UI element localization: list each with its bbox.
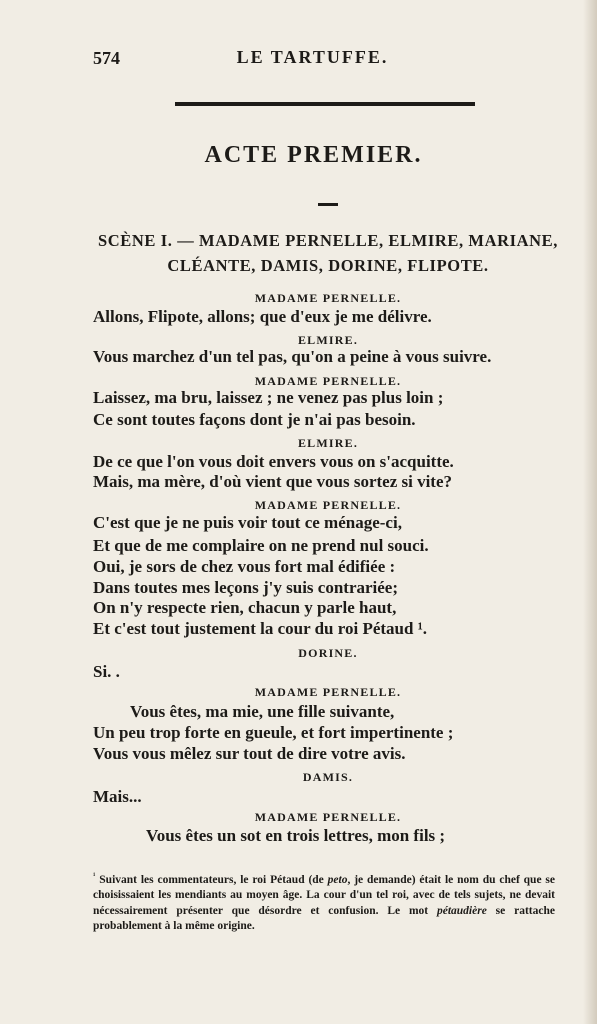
footnote-text: , je demande) était le nom du chef que se choisissaient les mendiants au moyen âge. La cour d'un tel roi, avec de tels sujets, ne devait nécessairement présenter que désordre et confusion. Le mot [93, 873, 555, 917]
verse-line: Laissez, ma bru, laissez ; ne venez pas plus loin ; [93, 388, 444, 407]
footnote-text: se rattache probablement à la même origine. [93, 904, 555, 933]
verse-line: Si. . [93, 662, 120, 681]
verse-line: Et c'est tout justement la cour du roi Pétaud ¹. [93, 619, 428, 638]
speaker-label: DAMIS. [302, 770, 354, 784]
footnote-italic: peto [327, 873, 348, 886]
verse-line: Et que de me complaire on ne prend nul souci. [93, 536, 429, 555]
scene-heading: SCÈNE I. — MADAME PERNELLE, ELMIRE, MARIANE, CLÉANTE, DAMIS, DORINE, FLIPOTE. [97, 231, 559, 275]
speaker-label: ELMIRE. [297, 436, 359, 450]
verse-line: Mais... [93, 787, 142, 806]
speaker-label: MADAME PERNELLE. [254, 374, 402, 388]
verse-line: Allons, Flipote, allons; que d'eux je me délivre. [93, 307, 432, 326]
verse-line: Mais, ma mère, d'où vient que vous sortez si vite? [93, 472, 453, 491]
verse-line: De ce que l'on vous doit envers vous on s'acquitte. [93, 452, 454, 471]
verse-line: Ce sont toutes façons dont je n'ai pas besoin. [93, 410, 416, 429]
verse-line: Vous vous mêlez sur tout de dire votre avis. [93, 744, 406, 763]
running-title: LE TARTUFFE. [236, 47, 389, 67]
speaker-label: MADAME PERNELLE. [254, 685, 402, 699]
verse-line: Dans toutes mes leçons j'y suis contrariée; [93, 578, 399, 597]
verse-line: Un peu trop forte en gueule, et fort impertinente ; [93, 723, 454, 742]
speaker-label: ELMIRE. [297, 333, 359, 347]
footnote-italic: pétaudière [436, 904, 487, 917]
speaker-label: MADAME PERNELLE. [254, 810, 402, 824]
verse-line: C'est que je ne puis voir tout ce ménage-ci, [93, 513, 402, 532]
act-title: ACTE PREMIER. [204, 142, 423, 168]
verse-line: Vous êtes, ma mie, une fille suivante, [130, 702, 395, 721]
speaker-label: MADAME PERNELLE. [254, 291, 402, 305]
act-dash [318, 203, 338, 206]
speaker-label: MADAME PERNELLE. [254, 498, 402, 512]
page-number: 574 [93, 48, 120, 68]
verse-line: On n'y respecte rien, chacun y parle haut, [93, 598, 397, 617]
speaker-label: DORINE. [298, 646, 358, 660]
verse-line: Vous êtes un sot en trois lettres, mon fils ; [146, 826, 446, 845]
footnote [93, 868, 555, 935]
verse-line: Vous marchez d'un tel pas, qu'on a peine à vous suivre. [93, 347, 492, 366]
footnote-text: Suivant les commentateurs, le roi Pétaud (de [99, 873, 328, 886]
header-rule [175, 102, 475, 106]
verse-line: Oui, je sors de chez vous fort mal édifiée : [93, 557, 396, 576]
footnote-marker: ¹ [93, 871, 96, 880]
